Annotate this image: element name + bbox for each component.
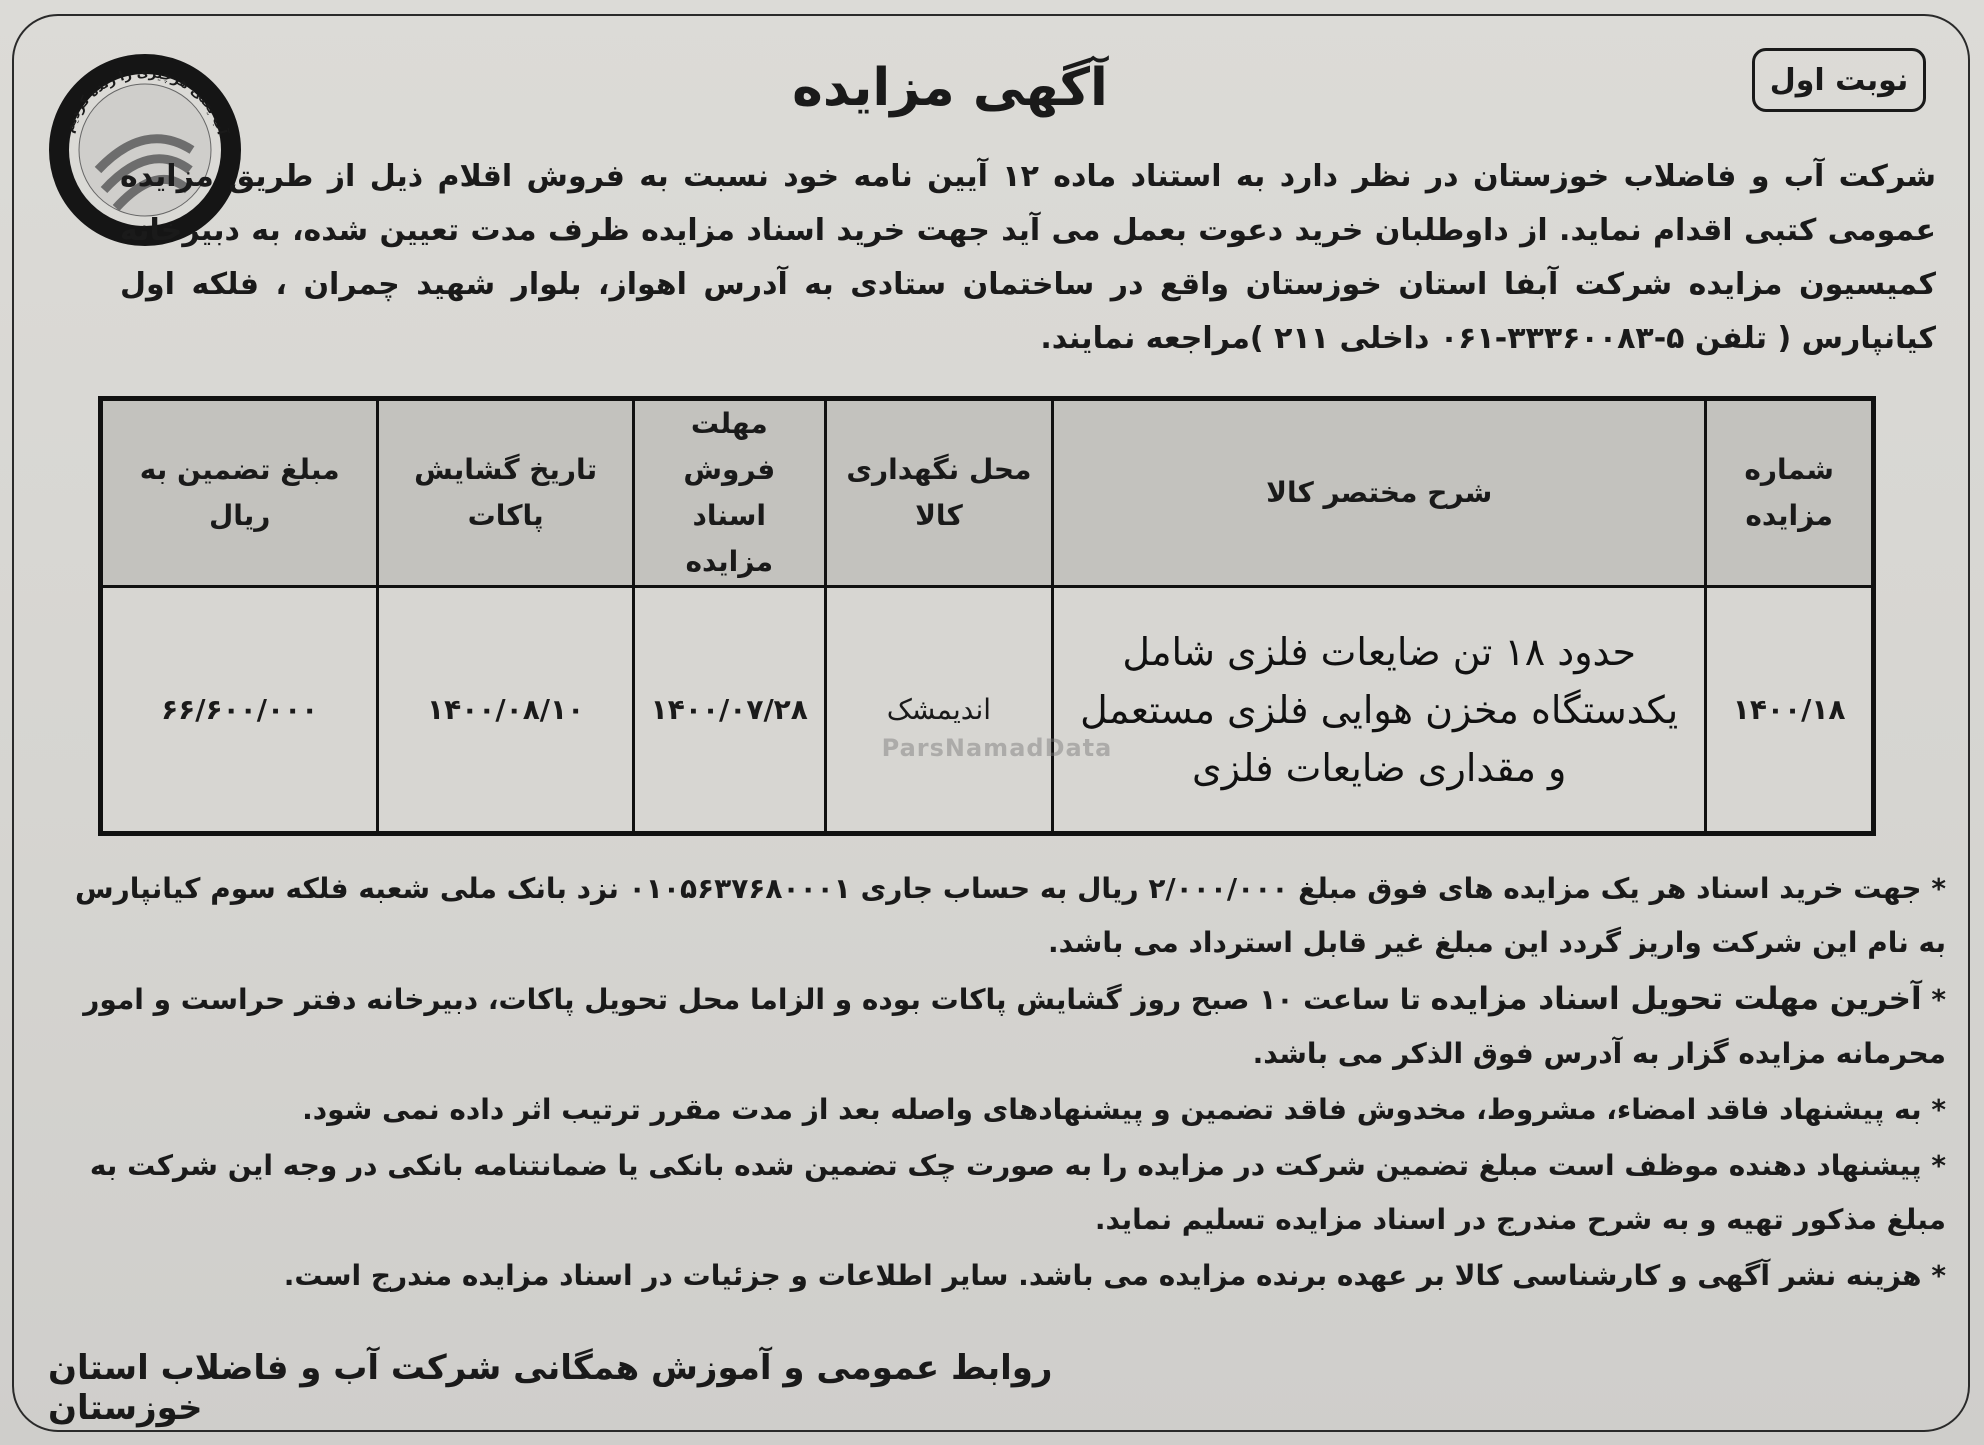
cell-opening-date: ۱۴۰۰/۰۸/۱۰ <box>378 587 633 834</box>
description-line-3: و مقداری ضایعات فلزی <box>1192 745 1567 790</box>
note-text: تا ساعت ۱۰ صبح روز گشایش پاکات بوده و الزاما محل تحویل پاکات، دبیرخانه دفتر حراست و امور محرمانه مزایده گزار به آدرس فوق الذکر می باشد. <box>83 983 1946 1070</box>
header-sale-deadline: مهلت فروش اسناد مزایده <box>633 399 825 587</box>
watermark: ParsNamadData <box>881 734 1113 762</box>
note-item: * پیشنهاد دهنده موظف است مبلغ تضمین شرکت در مزایده را به صورت چک تضمین شده بانکی یا ضمانتنامه بانکی در وجه این شرکت به مبلغ مذکور تهیه و به شرح مندرج در اسناد مزایده تسلیم نماید. <box>89 1149 1946 1236</box>
page-title: آگهی مزایده <box>792 58 1108 118</box>
note-emphasis: آخرین مهلت تحویل اسناد مزایده <box>1430 981 1922 1017</box>
table-header-row <box>101 399 1874 587</box>
header-auction-number: شماره مزایده <box>1706 399 1874 587</box>
header-location: محل نگهداری کالا <box>825 399 1052 587</box>
note-item: * به پیشنهاد فاقد امضاء، مشروط، مخدوش فاقد تضمین و پیشنهادهای واصله بعد از مدت مقرر ترتیب اثر داده نمی شود. <box>302 1093 1946 1126</box>
description-line-1: حدود ۱۸ تن ضایعات فلزی شامل <box>1122 629 1636 674</box>
header-description: شرح مختصر کالا <box>1053 399 1706 587</box>
note-item: * جهت خرید اسناد هر یک مزایده های فوق مبلغ ۲/۰۰۰/۰۰۰ ریال به حساب جاری ۰۱۰۵۶۳۷۶۸۰۰۰۱ نزد بانک ملی شعبه فلکه سوم کیانپارس به نام این شرکت واریز گردد این مبلغ غیر قابل استرداد می باشد. <box>75 872 1946 959</box>
description-line-2: یکدستگاه مخزن هوایی فلزی مستعمل <box>1080 687 1679 732</box>
logo-arc-text: آب یعنی هرچیزی را زنده کردیم <box>61 65 229 137</box>
header-opening-date: تاریخ گشایش پاکات <box>378 399 633 587</box>
footer-signature: روابط عمومی و آموزش همگانی شرکت آب و فاضلاب استان خوزستان <box>48 1348 1053 1428</box>
cell-location: اندیمشک <box>825 587 1052 834</box>
cell-guarantee-amount: ۶۶/۶۰۰/۰۰۰ <box>101 587 378 834</box>
cell-auction-number: ۱۴۰۰/۱۸ <box>1706 587 1874 834</box>
intro-paragraph: شرکت آب و فاضلاب خوزستان در نظر دارد به استناد ماده ۱۲ آیین نامه خود نسبت به فروش اقلام ذیل از طریق مزایده عمومی کتبی اقدام نماید. از داوطلبان خرید دعوت بعمل می آید جهت خرید اسناد مزایده ظرف مدت تعیین شده، به دبیرخانه کمیسیون مزایده شرکت آبفا استان خوزستان واقع در ساختمان ستادی به آدرس اهواز، بلوار شهید چمران ، فلکه اول کیانپارس ( تلفن ۵-۳۳۳۶۰۰۸۳-۰۶۱ داخلی ۲۱۱ )مراجعه نمایند. <box>120 159 1936 356</box>
note-item: * هزینه نشر آگهی و کارشناسی کالا بر عهده برنده مزایده می باشد. سایر اطلاعات و جزئیات در اسناد مزایده مندرج است. <box>283 1259 1946 1292</box>
cell-sale-deadline: ۱۴۰۰/۰۷/۲۸ <box>633 587 825 834</box>
note-item: * آخرین مهلت تحویل اسناد مزایده تا ساعت ۱۰ صبح روز گشایش پاکات بوده و الزاما محل تحویل پاکات، دبیرخانه دفتر حراست و امور محرمانه مزایده گزار به آدرس فوق الذکر می باشد. <box>83 981 1946 1070</box>
header-guarantee-amount: مبلغ تضمین به ریال <box>101 399 378 587</box>
notes-list <box>46 862 1946 1305</box>
table-row <box>101 587 1874 834</box>
cell-description <box>1053 587 1706 834</box>
publication-round-badge: نوبت اول <box>1752 48 1926 112</box>
auction-table <box>98 396 1876 836</box>
